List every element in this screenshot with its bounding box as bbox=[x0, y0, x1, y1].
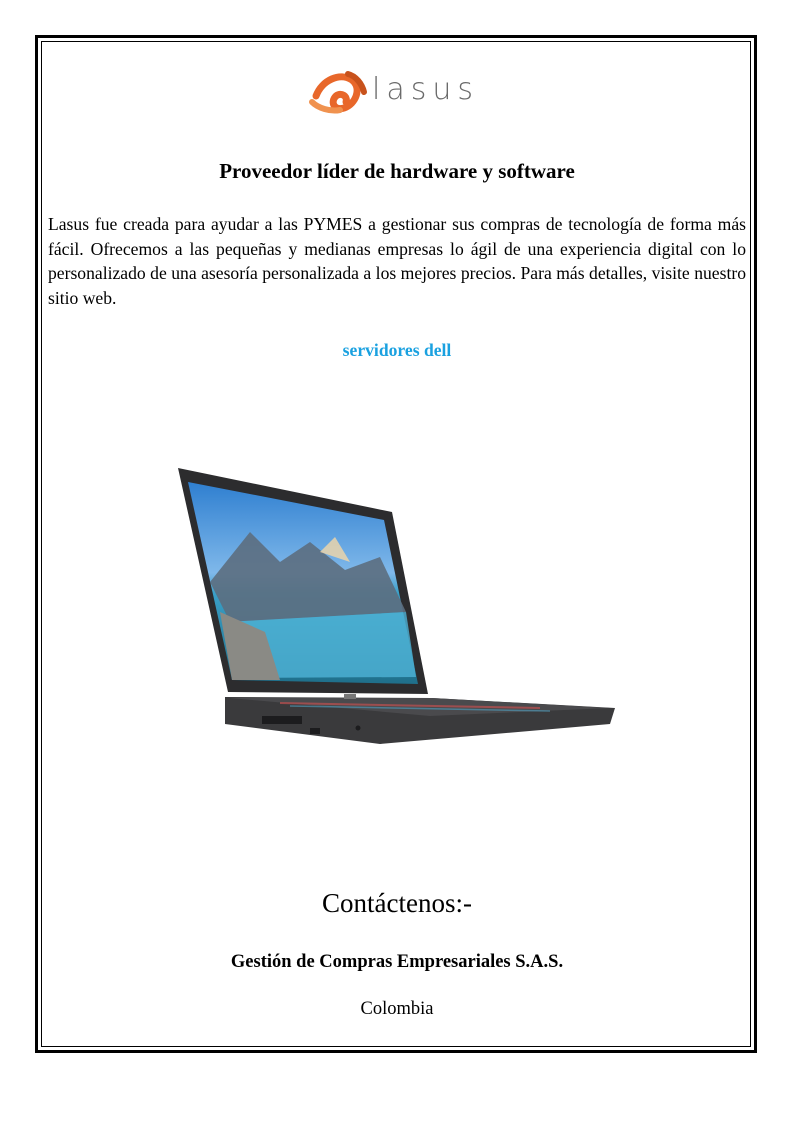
servidores-dell-link[interactable]: servidores dell bbox=[342, 340, 452, 360]
laptop-image bbox=[170, 462, 620, 762]
country-name: Colombia bbox=[360, 999, 434, 1019]
company-name: Gestión de Compras Empresariales S.A.S. bbox=[230, 952, 564, 972]
page-heading: Proveedor líder de hardware y software bbox=[219, 159, 575, 183]
contact-title: Contáctenos:- bbox=[322, 888, 472, 918]
intro-paragraph: Lasus fue creada para ayudar a las PYMES a gestionar sus compras de tecnología de forma más fácil. Ofrecemos a las pequeñas y medianas empresas lo ágil de una experiencia digital con lo personalizado de una asesoría personalizada a los mejores precios. Para más detalles, visite nuestro sitio web. bbox=[48, 214, 746, 308]
brand-name: lasus bbox=[372, 72, 479, 107]
